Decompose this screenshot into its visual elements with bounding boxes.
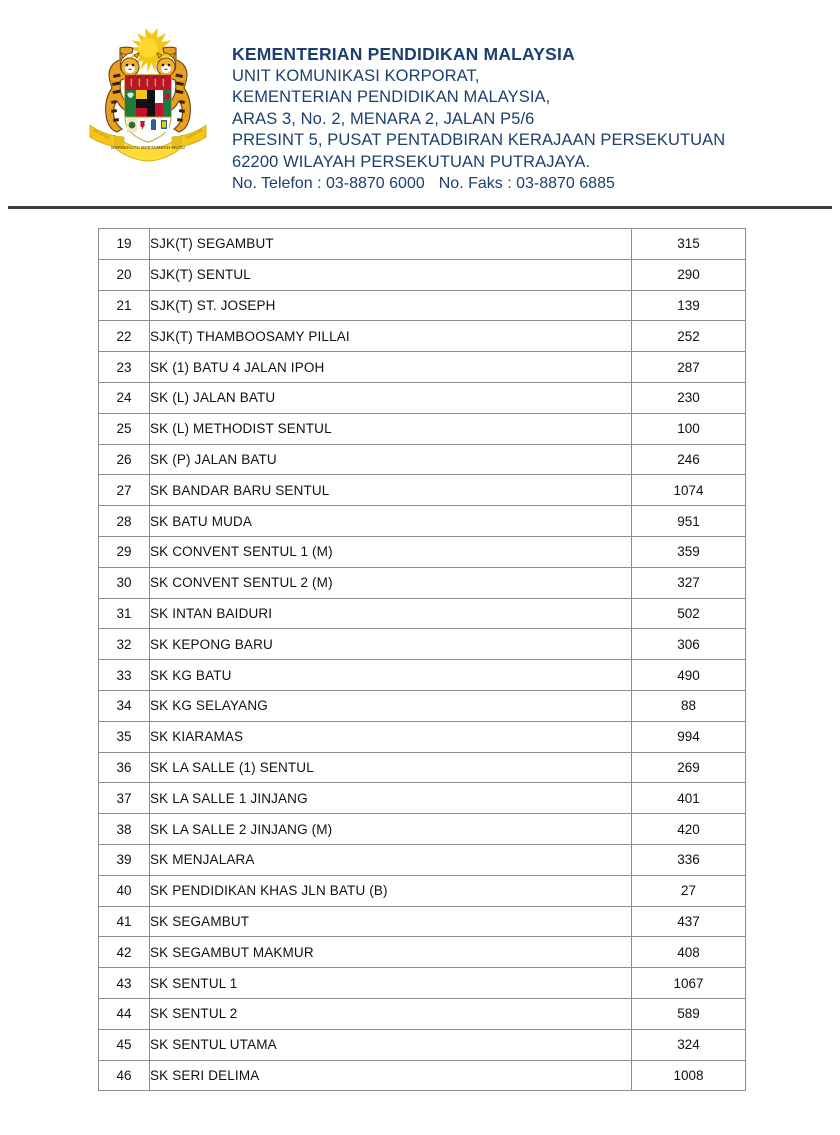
table-row	[99, 814, 746, 845]
row-number-cell: 37	[99, 783, 150, 814]
school-value-cell: 401	[632, 783, 746, 814]
jata-negara-emblem-icon	[68, 22, 228, 177]
school-name-cell: SK (L) JALAN BATU	[150, 382, 632, 413]
table-row	[99, 1029, 746, 1060]
school-value-cell: 230	[632, 382, 746, 413]
table-row	[99, 660, 746, 691]
row-number-cell: 24	[99, 382, 150, 413]
school-name-cell: SK KEPONG BARU	[150, 629, 632, 660]
school-value-cell: 490	[632, 660, 746, 691]
table-row	[99, 321, 746, 352]
row-number-cell: 36	[99, 752, 150, 783]
row-number-cell: 20	[99, 259, 150, 290]
school-table-body	[99, 229, 746, 1091]
table-row	[99, 1060, 746, 1091]
row-number-cell: 29	[99, 536, 150, 567]
school-name-cell: SK (P) JALAN BATU	[150, 444, 632, 475]
table-row	[99, 444, 746, 475]
school-value-cell: 502	[632, 598, 746, 629]
table-row	[99, 475, 746, 506]
row-number-cell: 30	[99, 567, 150, 598]
school-name-cell: SK INTAN BAIDURI	[150, 598, 632, 629]
school-value-cell: 359	[632, 536, 746, 567]
ministry-title: KEMENTERIAN PENDIDIKAN MALAYSIA	[232, 44, 575, 64]
school-value-cell: 336	[632, 844, 746, 875]
school-name-cell: SK (L) METHODIST SENTUL	[150, 413, 632, 444]
row-number-cell: 28	[99, 506, 150, 537]
school-table-container	[98, 228, 743, 1091]
table-row	[99, 721, 746, 752]
address-line-3: ARAS 3, No. 2, MENARA 2, JALAN P5/6	[232, 109, 535, 128]
school-value-cell: 100	[632, 413, 746, 444]
table-row	[99, 382, 746, 413]
table-row	[99, 567, 746, 598]
row-number-cell: 26	[99, 444, 150, 475]
school-name-cell: SK LA SALLE 1 JINJANG	[150, 783, 632, 814]
row-number-cell: 32	[99, 629, 150, 660]
school-name-cell: SK SENTUL 2	[150, 998, 632, 1029]
row-number-cell: 21	[99, 290, 150, 321]
school-name-cell: SK SEGAMBUT MAKMUR	[150, 937, 632, 968]
row-number-cell: 22	[99, 321, 150, 352]
school-value-cell: 139	[632, 290, 746, 321]
school-value-cell: 290	[632, 259, 746, 290]
row-number-cell: 27	[99, 475, 150, 506]
school-value-cell: 88	[632, 690, 746, 721]
school-name-cell: SK CONVENT SENTUL 1 (M)	[150, 536, 632, 567]
school-name-cell: SK SENTUL 1	[150, 968, 632, 999]
svg-text:MALAYSIA: MALAYSIA	[92, 128, 111, 140]
school-value-cell: 27	[632, 875, 746, 906]
school-name-cell: SJK(T) SEGAMBUT	[150, 229, 632, 260]
table-row	[99, 968, 746, 999]
row-number-cell: 42	[99, 937, 150, 968]
row-number-cell: 31	[99, 598, 150, 629]
letterhead	[0, 0, 840, 192]
school-name-cell: SK SENTUL UTAMA	[150, 1029, 632, 1060]
school-value-cell: 252	[632, 321, 746, 352]
school-name-cell: SJK(T) SENTUL	[150, 259, 632, 290]
school-enrolment-table	[98, 228, 746, 1091]
row-number-cell: 34	[99, 690, 150, 721]
school-value-cell: 994	[632, 721, 746, 752]
row-number-cell: 39	[99, 844, 150, 875]
school-value-cell: 437	[632, 906, 746, 937]
school-value-cell: 269	[632, 752, 746, 783]
phone-label: No. Telefon : 03-8870 6000	[232, 174, 425, 192]
school-name-cell: SK LA SALLE (1) SENTUL	[150, 752, 632, 783]
table-row	[99, 290, 746, 321]
school-value-cell: 951	[632, 506, 746, 537]
table-row	[99, 229, 746, 260]
school-value-cell: 420	[632, 814, 746, 845]
school-name-cell: SK MENJALARA	[150, 844, 632, 875]
school-value-cell: 287	[632, 352, 746, 383]
row-number-cell: 46	[99, 1060, 150, 1091]
row-number-cell: 41	[99, 906, 150, 937]
row-number-cell: 40	[99, 875, 150, 906]
row-number-cell: 25	[99, 413, 150, 444]
school-value-cell: 589	[632, 998, 746, 1029]
table-row	[99, 783, 746, 814]
svg-text:MALAYSIA: MALAYSIA	[185, 128, 204, 140]
table-row	[99, 598, 746, 629]
table-row	[99, 413, 746, 444]
school-name-cell: SK LA SALLE 2 JINJANG (M)	[150, 814, 632, 845]
school-value-cell: 324	[632, 1029, 746, 1060]
school-value-cell: 306	[632, 629, 746, 660]
fax-label: No. Faks : 03-8870 6885	[438, 174, 615, 192]
table-row	[99, 629, 746, 660]
table-row	[99, 875, 746, 906]
table-row	[99, 844, 746, 875]
address-line-1: UNIT KOMUNIKASI KORPORAT,	[232, 66, 480, 85]
school-name-cell: SK (1) BATU 4 JALAN IPOH	[150, 352, 632, 383]
school-value-cell: 1067	[632, 968, 746, 999]
table-row	[99, 536, 746, 567]
row-number-cell: 23	[99, 352, 150, 383]
table-row	[99, 998, 746, 1029]
row-number-cell: 38	[99, 814, 150, 845]
header-divider-rule	[8, 206, 832, 209]
school-name-cell: SK SERI DELIMA	[150, 1060, 632, 1091]
svg-text:BERSEKUTU BERTAMBAH MUTU: BERSEKUTU BERTAMBAH MUTU	[111, 145, 185, 150]
table-row	[99, 352, 746, 383]
school-name-cell: SK BANDAR BARU SENTUL	[150, 475, 632, 506]
row-number-cell: 19	[99, 229, 150, 260]
school-value-cell: 246	[632, 444, 746, 475]
school-name-cell: SK BATU MUDA	[150, 506, 632, 537]
row-number-cell: 35	[99, 721, 150, 752]
table-row	[99, 752, 746, 783]
contact-line	[232, 174, 725, 195]
school-name-cell: SK KG SELAYANG	[150, 690, 632, 721]
table-row	[99, 259, 746, 290]
table-row	[99, 506, 746, 537]
school-value-cell: 315	[632, 229, 746, 260]
address-line-2: KEMENTERIAN PENDIDIKAN MALAYSIA,	[232, 88, 551, 107]
school-value-cell: 1074	[632, 475, 746, 506]
address-line-4: PRESINT 5, PUSAT PENTADBIRAN KERAJAAN PERSEKUTUAN	[232, 131, 726, 150]
school-value-cell: 408	[632, 937, 746, 968]
school-name-cell: SK KIARAMAS	[150, 721, 632, 752]
school-name-cell: SJK(T) ST. JOSEPH	[150, 290, 632, 321]
school-value-cell: 1008	[632, 1060, 746, 1091]
school-name-cell: SK CONVENT SENTUL 2 (M)	[150, 567, 632, 598]
table-row	[99, 937, 746, 968]
table-row	[99, 690, 746, 721]
row-number-cell: 43	[99, 968, 150, 999]
school-name-cell: SJK(T) THAMBOOSAMY PILLAI	[150, 321, 632, 352]
letterhead-text-block	[232, 22, 725, 195]
row-number-cell: 45	[99, 1029, 150, 1060]
row-number-cell: 44	[99, 998, 150, 1029]
table-row	[99, 906, 746, 937]
address-line-5: 62200 WILAYAH PERSEKUTUAN PUTRAJAYA.	[232, 152, 591, 171]
school-name-cell: SK PENDIDIKAN KHAS JLN BATU (B)	[150, 875, 632, 906]
school-name-cell: SK SEGAMBUT	[150, 906, 632, 937]
school-name-cell: SK KG BATU	[150, 660, 632, 691]
school-value-cell: 327	[632, 567, 746, 598]
row-number-cell: 33	[99, 660, 150, 691]
